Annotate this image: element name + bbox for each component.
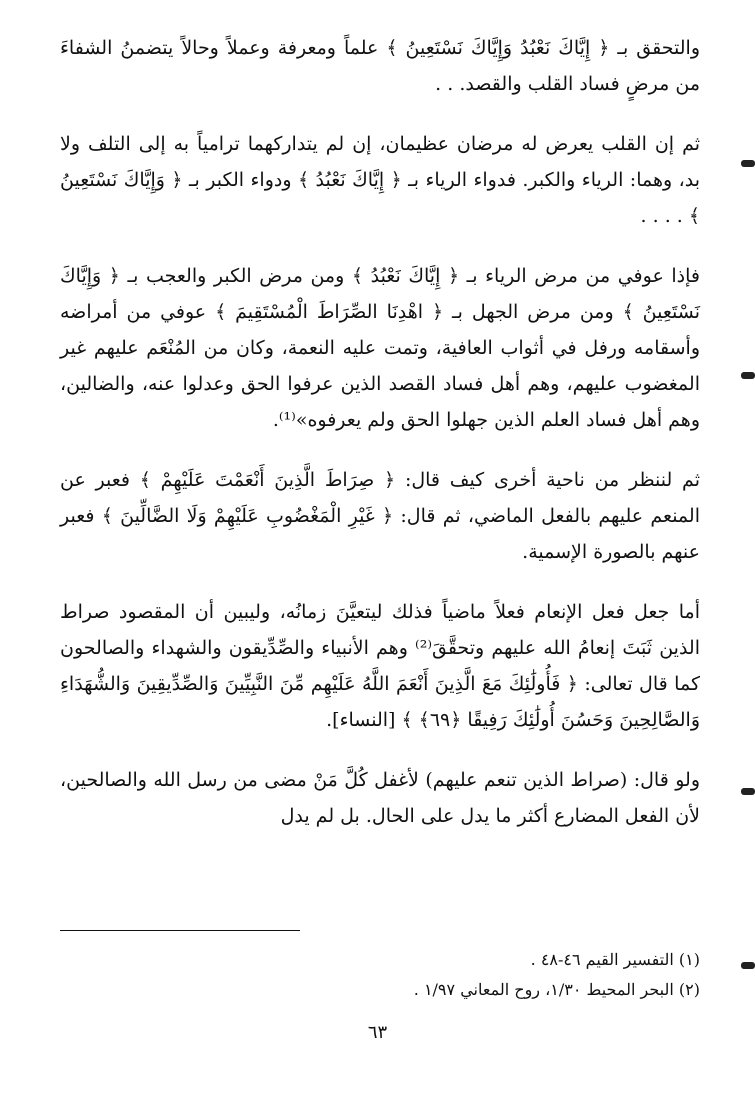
footnote-1: (١) التفسير القيم ٤٦-٤٨ . <box>530 950 700 969</box>
page-edge-mark <box>741 788 755 795</box>
paragraph-5: أما جعل فعل الإنعام فعلاً ماضياً فذلك ليتعيَّنَ زمانُه، وليبين أن المقصود صراط الذين ثَبَتَ إنعامُ الله عليهم وتحقَّقَ⁽²⁾ وهم الأنبياء والصِّدِّيقون والشهداء والصالحون كما قال تعالى: ﴿ فَأُولَٰئِكَ مَعَ الَّذِينَ أَنْعَمَ اللَّهُ عَلَيْهِم مِّنَ النَّبِيِّينَ وَالصِّدِّيقِينَ وَالشُّهَدَاءِ وَالصَّالِحِينَ وَحَسُنَ أُولَٰئِكَ رَفِيقًا ﴿٦٩﴾ ﴾ [النساء]. <box>60 601 700 731</box>
paragraph-6: ولو قال: (صراط الذين تنعم عليهم) لأغفل كُلَّ مَنْ مضى من رسل الله والصالحين، لأن الفعل المضارع أكثر ما يدل على الحال. بل لم يدل <box>60 769 700 827</box>
footnote-divider <box>60 930 300 931</box>
page-number: ٦٣ <box>367 1022 388 1043</box>
page-body <box>60 30 700 858</box>
paragraph-3: فإذا عوفي من مرض الرياء بـ ﴿ إِيَّاكَ نَعْبُدُ ﴾ ومن مرض الكبر والعجب بـ ﴿ وَإِيَّاكَ نَسْتَعِينُ ﴾ ومن مرض الجهل بـ ﴿ اهْدِنَا الصِّرَاطَ الْمُسْتَقِيمَ ﴾ عوفي من أمراضه وأسقامه ورفل في أثواب العافية، وتمت عليه النعمة، وكان من المُنْعَم عليهم غير المغضوب عليهم، وهم أهل فساد القصد الذين عرفوا الحق وعدلوا عنه، والضالين، وهم أهل فساد العلم الذين جهلوا الحق ولم يعرفوه»⁽¹⁾. <box>60 265 700 431</box>
page-edge-mark <box>741 372 755 379</box>
paragraph-1: والتحقق بـ ﴿ إِيَّاكَ نَعْبُدُ وَإِيَّاكَ نَسْتَعِينُ ﴾ علماً ومعرفة وعملاً وحالاً يتضمنُ الشفاءَ من مرضٍ فساد القلب والقصد. . . <box>60 37 700 95</box>
footnote-2: (٢) البحر المحيط ١/٣٠، روح المعاني ١/٩٧ . <box>413 980 700 999</box>
paragraph-2: ثم إن القلب يعرض له مرضان عظيمان، إن لم يتداركهما ترامياً به إلى التلف ولا بد، وهما: الرياء والكبر. فدواء الرياء بـ ﴿ إِيَّاكَ نَعْبُدُ ﴾ ودواء الكبر بـ ﴿ وَإِيَّاكَ نَسْتَعِينُ ﴾ . . . . <box>60 133 700 227</box>
page-edge-mark <box>741 160 755 167</box>
paragraph-4: ثم لننظر من ناحية أخرى كيف قال: ﴿ صِرَاطَ الَّذِينَ أَنْعَمْتَ عَلَيْهِمْ ﴾ فعبر عن المنعم عليهم بالفعل الماضي، ثم قال: ﴿ غَيْرِ الْمَغْضُوبِ عَلَيْهِمْ وَلَا الضَّالِّينَ ﴾ فعبر عنهم بالصورة الإسمية. <box>60 469 700 563</box>
page-edge-mark <box>741 962 755 969</box>
footnotes <box>60 945 700 1005</box>
